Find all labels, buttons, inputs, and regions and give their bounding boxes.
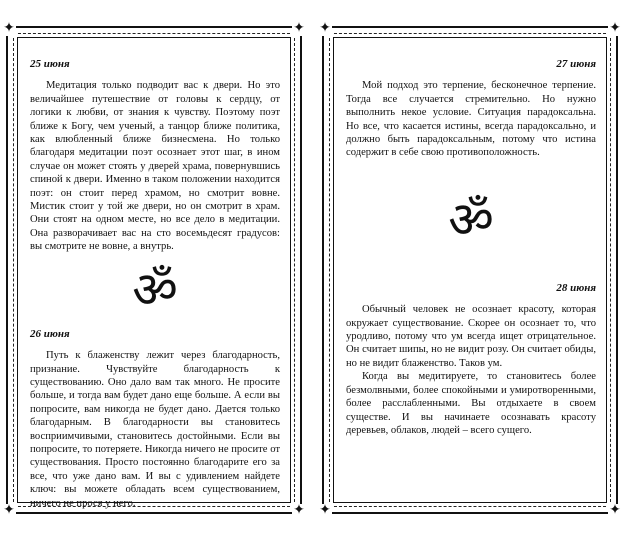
corner-ornament-icon: ✦ (609, 21, 621, 36)
entry-text: Когда вы медитируете, то становитесь более безмолвными, более спокойными и умиротворенными, более расслабленными. Вы отдыхаете в своем существе. И вы начинаете осознавать красоту деревьев, облаков, людей – всего сущего. (346, 371, 596, 436)
entry-text: Медитация только подводит вас к двери. Но это величайшее путешествие от головы к сердцу, от логики к любви, от знания к чувству. Поэтому поэт ближе к Богу, чем ученый, а танцор ближе политика, как влюбленный ближе бизнесмена. Но только благодаря медитации поэт осознает этот шаг, в ином случае он может стоять у дверей храма, повернувшись спиной к двери. Именно в таком положении находится поэт: он стоит перед храмом, но смотрит вовне. Мистик стоит у той же двери, но он смотрит в храм. Они стоят на одном месте, но все дело в медитации. Она разворачивает вас на сто восемьдесят градусов: вы смотрите не вовне, а внутрь. (30, 80, 280, 253)
left-page (3, 21, 305, 518)
corner-ornament-icon: ✦ (3, 503, 15, 518)
corner-ornament-icon: ✦ (3, 21, 15, 36)
right-page-content (346, 48, 596, 490)
entry-text: Обычный человек не осознает красоту, которая окружает существование. Скорее он осознает то, что уродливо, потому что ум всегда ищет отрицательное. Он считает шипы, но не видит розу. Он считает обиды, но не видит блаженство. Таков ум. (346, 304, 596, 369)
corner-ornament-icon: ✦ (293, 503, 305, 518)
entry-text: Путь к блаженству лежит через благодарность, признание. Чувствуйте благодарность к существованию. Оно дало вам так много. Не просите больше, и тогда вам будет дано еще больше. А если вы попросите, вам никогда не будет дано. Дается только благодарным. В благодарности вы становитесь восприимчивыми, становитесь достойными. Если вы попросите, то потеряете. Никогда ничего не просите от существования. Просто постоянно благодарите его за все, что уже дано вам. И вы с удивлением найдете ключ: вы можете обладать всем существованием, ничего не прося у него. (30, 350, 280, 509)
om-symbol-icon: ॐ (448, 190, 494, 249)
right-page (319, 21, 621, 518)
entry-date: 25 июня (30, 58, 70, 70)
left-page-content (30, 48, 280, 509)
entry-text: Мой подход это терпение, бесконечное терпение. Тогда все случается стремительно. Но нужно выполнить некое условие. Ситуация парадоксальна. Но все, что касается истины, всегда парадоксально, и должно быть парадоксальным, потому что истина содержит в себе свою противоположность. (346, 80, 596, 159)
corner-ornament-icon: ✦ (293, 21, 305, 36)
corner-ornament-icon: ✦ (319, 21, 331, 36)
corner-ornament-icon: ✦ (609, 503, 621, 518)
om-symbol-icon: ॐ (132, 260, 178, 319)
entry-date: 28 июня (556, 281, 596, 294)
entry-date: 27 июня (556, 58, 596, 70)
corner-ornament-icon: ✦ (319, 503, 331, 518)
entry-date: 26 июня (30, 327, 70, 340)
